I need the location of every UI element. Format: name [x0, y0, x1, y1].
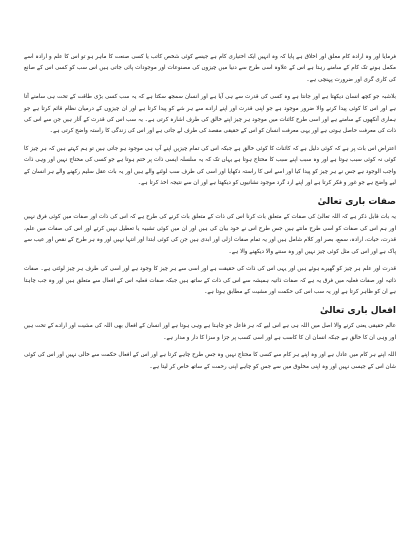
paragraph-5: قدرت اور علم ہر چیز کو گھیرے ہوئے ہیں اور یہی اس کی ذات کی حقیقت ہے اور اسی سے ہر چیز کا وجود ہے اور اسی کی طرف ہر چیز لوٹتی ہے۔ صفات ذاتیہ اور صفات فعلیہ میں فرق یہ ہے کہ صفات ذاتیہ ہمیشہ سے اس کی ذات کے ساتھ ہیں جبکہ صفات فعلیہ اس کے افعال سے متعلق ہیں اور وہ جب چاہتا ہے ان کو ظاہر کرتا ہے اور یہ سب اس کی حکمت اور مشیت کے مطابق ہوتا ہے۔	[24, 266, 396, 295]
paragraph-4: یہ بات قابل ذکر ہے کہ اللہ تعالیٰ کی صفات کے متعلق بات کرنا اس کی ذات کے متعلق بات کرنے کی طرح ہے کہ اس کی ذات اور صفات میں کوئی فرق نہیں اور ہم اس کی صفات کو اسی طرح مانتے ہیں جس طرح اس نے خود بیان کی ہیں اور ان میں کوئی تشبیہ یا تعطیل نہیں کرتے اور اس کی صفات میں علم، قدرت، حیات، ارادہ، سمع، بصر اور کلام شامل ہیں اور یہ تمام صفات ازلی اور ابدی ہیں جن کی کوئی ابتدا اور انتہا نہیں اور وہ ہر طرح کے نقص اور عیب سے پاک ہے اور اس کی مثل کوئی چیز نہیں اور وہ سننے والا دیکھنے والا ہے۔	[24, 214, 396, 255]
section-heading-actions: افعال باری تعالیٰ	[319, 306, 396, 317]
paragraph-7: اللہ اپنے ہر کام میں عادل ہے اور وہ اپنے ہر کام سے کسی کا محتاج نہیں وہ جس طرح چاہے کرتا ہے اور اس کے افعال حکمت سے خالی نہیں اور اس کی کوئی شان اس کے جیسی نہیں اور وہ اپنی مخلوق میں سے جس کو چاہے اپنی رحمت کے ساتھ خاص کر لیتا ہے۔	[24, 352, 396, 370]
section-heading-attributes: صفات باری تعالیٰ	[317, 197, 396, 208]
paragraph-6: عالم حقیقی یعنی کرنے والا اصل میں اللہ ہی ہے اس لیے کہ ہر فاعل جو چاہتا ہے وہی ہوتا ہے اور انسان کے افعال بھی اللہ کی مشیت اور ارادے کے تحت ہیں اور وہی ان کا خالق ہے جبکہ انسان ان کا کاسب ہے اور اسی کسب پر جزا و سزا کا دار و مدار ہے۔	[24, 323, 396, 341]
document-body	[24, 52, 396, 373]
paragraph-1: فرمایا اور وہ ارادہ کام معلق اور اخلاق ہے پایا کہ وہ انہیں ایک اختیاری کام ہے جیسے کوئی شخص کاتب یا کسی صنعت کا ماہر ہو تو اس کا علم و ارادہ اسے مکمل ہونے تک کام کے سامنے رہتا ہے اس کے علاوہ اسی طرح سے دنیا میں چیزوں کی مصنوعات اور موجودات پائی جاتی ہیں اس سب کو کسی اس کے صانع کی کاری گری اور ضرورت پہنچی ہے۔	[24, 54, 396, 83]
paragraph-2: بلاشبہ جو کچھ انسان دیکھتا ہے اور جانتا ہے وہ کسی کی قدرت سے ہی آیا ہے اور انسان سمجھ سکتا ہے کہ یہ سب کسی بڑی طاقت کے تحت ہی سامنے آتا ہے اور اس کا کوئی پیدا کرنے والا ضرور موجود ہے جو اپنی قدرت اور اپنے ارادے سے ہر شے کو پیدا کرتا ہے اور ان چیزوں کے درمیان نظام قائم کرتا ہے جو ہماری آنکھوں کے سامنے ہے اور اسی طرح کائنات میں موجود ہر چیز اپنے خالق کی طرف اشارہ کرتی ہے۔ یہ سب اس کی قدرت کے آثار ہیں جن سے اس کی ذات کی معرفت حاصل ہوتی ہے اور یہی معرفت انسان کو اس کے حقیقی مقصد کی طرف لے جاتی ہے اور اس کی زندگی کا راستہ واضح کرتی ہے۔	[24, 94, 396, 135]
paragraph-3: اعتراض اس بات پر ہے کہ کوئی دلیل ہے کہ کائنات کا کوئی خالق ہے جبکہ اس کی تمام چیزیں اپنے آپ ہی موجود ہو جاتی ہیں تو ہم کہتے ہیں کہ ہر چیز کا کوئی نہ کوئی سبب ہوتا ہے اور وہ سبب اپنے سبب کا محتاج ہوتا ہے یہاں تک کہ یہ سلسلہ ایسی ذات پر ختم ہوتا ہے جو کسی کی محتاج نہیں اور وہی ذات واجب الوجود ہے جس نے ہر چیز کو پیدا کیا اور اسے اس کا راستہ دکھایا اور اسی کی طرف سب لوٹنے والے ہیں اور یہ بات عقل سلیم رکھنے والے ہر انسان کے لیے واضح ہے جو غور و فکر کرتا ہے اور اپنے ارد گرد موجود نشانیوں کو دیکھتا ہے اور ان سے نتیجہ اخذ کرتا ہے۔	[24, 145, 396, 187]
